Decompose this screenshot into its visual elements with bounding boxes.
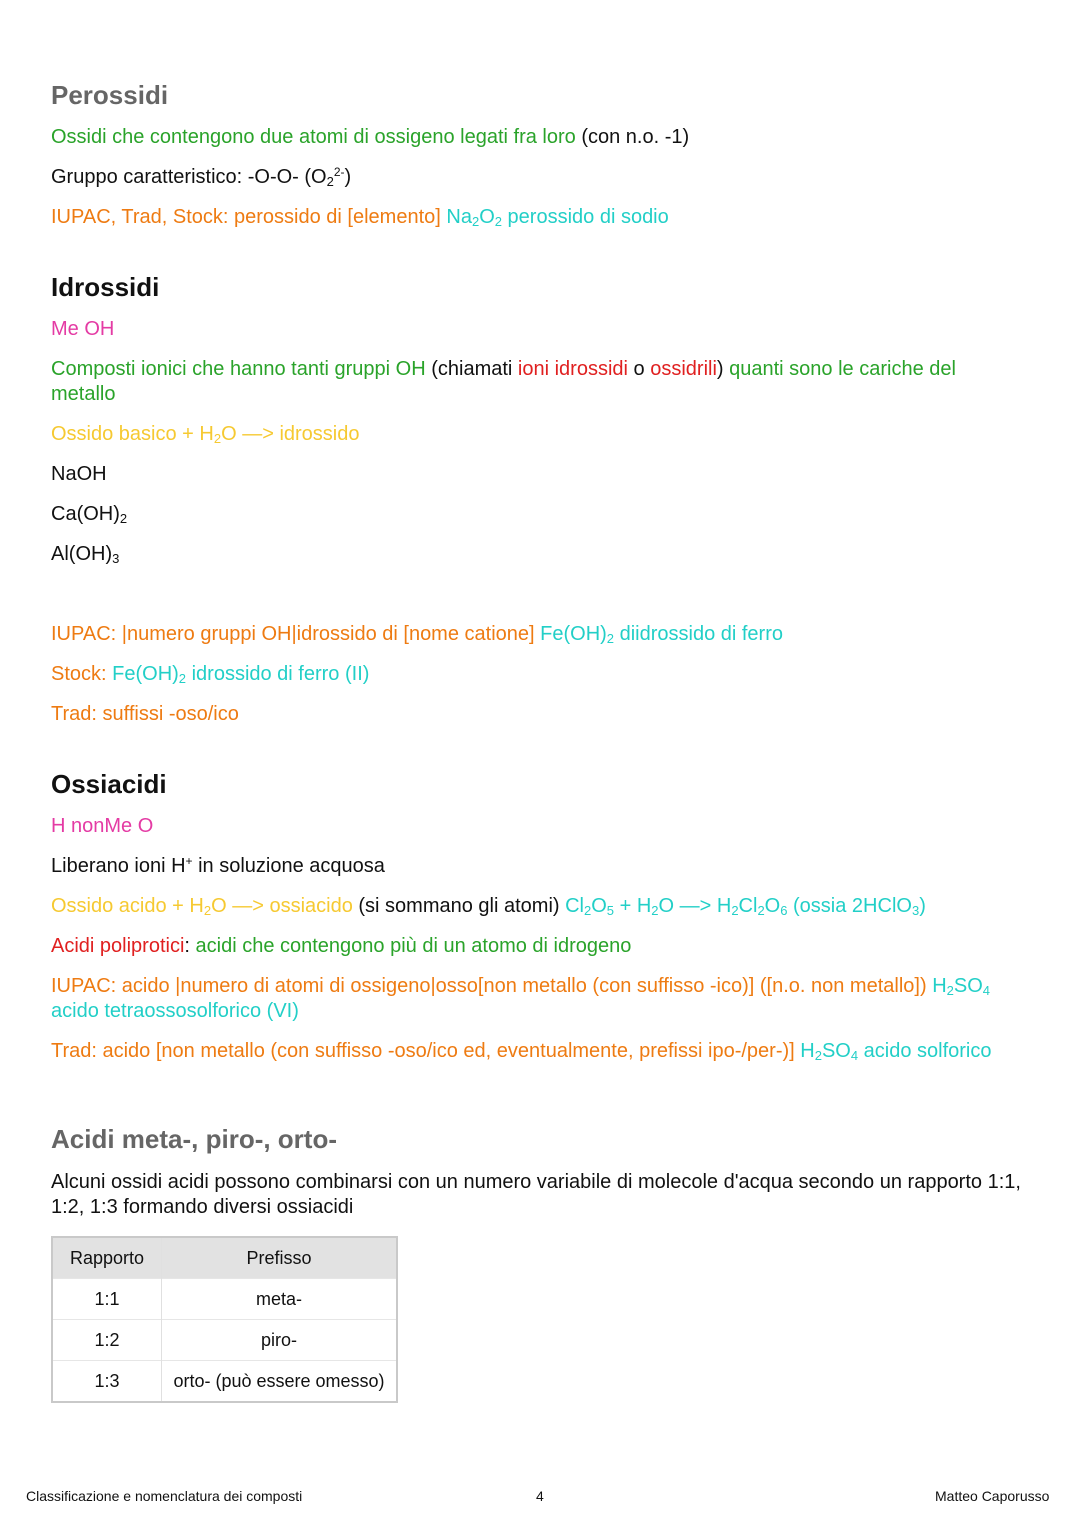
footer-title: Classificazione e nomenclatura dei composti [26,1488,303,1504]
ossiacidi-poliprotici: Acidi poliprotici: acidi che contengono più di un atomo di idrogeno [51,935,632,957]
perossidi-nomenclatura: IUPAC, Trad, Stock: perossido di [elemento] $Na_2O_2$ perossido di sodio [51,206,669,229]
idrossidi-example-3: $Al(OH)_3$ [51,543,120,566]
ossiacidi-liberano: Liberano ioni H+ in soluzione acquosa [51,854,385,877]
idrossidi-example-2: $Ca(OH)_2$ [51,503,128,526]
table-cell: 1:2 [52,1320,162,1361]
table-cell: piro- [162,1320,398,1361]
idrossidi-definition: Composti ionici che hanno tanti gruppi OH (chiamati ioni idrossidi o ossidrili) quanti sono le cariche del metallo [51,358,956,405]
heading-acidi-meta: Acidi meta-, piro-, orto- [51,1124,337,1154]
acidi-meta-description: Alcuni ossidi acidi possono combinarsi con un numero variabile di molecole d'acqua secondo un rapporto 1:1, 1:2, 1:3 formando diversi ossiacidi [51,1171,1021,1218]
idrossidi-example-1: NaOH [51,463,107,485]
table-header-row [52,1237,397,1279]
prefix-table [51,1236,398,1403]
footer-author: Matteo Caporusso [935,1488,1050,1504]
table-header-prefisso: Prefisso [162,1237,398,1279]
table-row [52,1361,397,1403]
table-row [52,1320,397,1361]
ossiacidi-formula: H nonMe O [51,815,154,837]
table-cell: meta- [162,1279,398,1320]
footer-page-number: 4 [536,1488,544,1504]
idrossidi-formula: Me OH [51,318,115,340]
idrossidi-stock: Stock: $Fe(OH)_2$ idrossido di ferro (II) [51,663,370,686]
table-cell: orto- (può essere omesso) [162,1361,398,1403]
idrossidi-reaction: Ossido basico + $H_2O$ —> idrossido [51,423,360,446]
table-row [52,1279,397,1320]
idrossidi-iupac: IUPAC: |numero gruppi OH|idrossido di [nome catione] $Fe(OH)_2$ diidrossido di ferro [51,623,783,646]
table-cell: 1:3 [52,1361,162,1403]
idrossidi-trad: Trad: suffissi -oso/ico [51,703,239,725]
heading-ossiacidi: Ossiacidi [51,769,167,799]
ossiacidi-reaction: Ossido acido + $H_2O$ —> ossiacido (si sommano gli atomi) $Cl_2O_5 + H_2O$ —> $H_2Cl_2O_6$ (ossia 2HClO$_3$) [51,895,926,918]
ossiacidi-iupac: IUPAC: acido |numero di atomi di ossigeno|osso[non metallo (con suffisso -ico)] ([n.o. non metallo]) $H_2SO_4$ acido tetraossosolforico (VI) [51,975,991,1022]
ossiacidi-trad: Trad: acido [non metallo (con suffisso -oso/ico ed, eventualmente, prefissi ipo-/per-)] $H_2SO_4$ acido solforico [51,1040,992,1063]
perossidi-gruppo: Gruppo caratteristico: -O-O- $(O_2^{2-})$ [51,165,352,189]
table-header-rapporto: Rapporto [52,1237,162,1279]
table-cell: 1:1 [52,1279,162,1320]
heading-idrossidi: Idrossidi [51,272,160,302]
perossidi-definition: Ossidi che contengono due atomi di ossigeno legati fra loro (con n.o. -1) [51,126,690,148]
heading-perossidi: Perossidi [51,80,169,110]
